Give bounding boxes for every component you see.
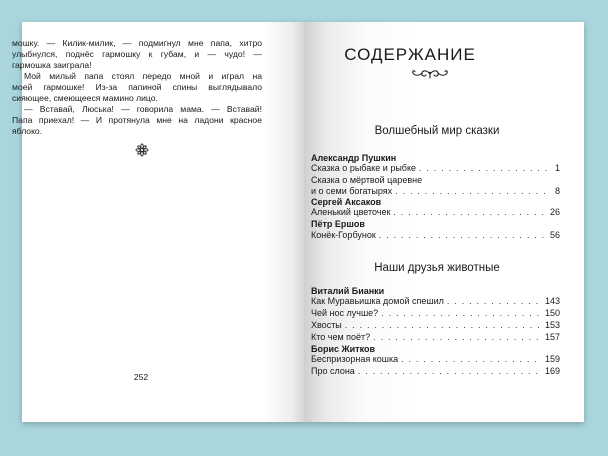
leader-dots (373, 332, 542, 343)
paragraph (12, 104, 262, 137)
star-flower-icon (135, 143, 149, 157)
text-line: Папа приехал! — И протянула мне на ладони красное (12, 115, 262, 125)
toc-entry[interactable] (311, 207, 560, 218)
toc-author: Александр Пушкин (311, 153, 397, 163)
toc-entry-page: 56 (549, 230, 560, 240)
text-line: сияющее, смеющееся мамино лицо. (12, 93, 158, 103)
toc-entry-title: Как Муравьишка домой спешил (311, 296, 444, 306)
toc-entry-page: 153 (544, 320, 560, 330)
toc-section-title: Волшебный мир сказки (374, 125, 500, 137)
toc-entry-title: Конёк-Горбунок (311, 230, 376, 240)
leader-dots (379, 230, 547, 241)
text-line: — Вставай, Люська! — говорила мама. — Вставай! (24, 104, 262, 114)
toc-entry-title: Беспризорная кошка (311, 354, 399, 364)
toc-author: Пётр Ершов (311, 219, 365, 229)
toc-entry-title: Сказка о мёртвой царевне (311, 175, 423, 185)
toc-entry[interactable] (311, 354, 560, 365)
toc-entry[interactable] (311, 332, 560, 343)
toc-entry[interactable] (311, 320, 560, 331)
scroll-ornament-icon (410, 67, 450, 81)
toc-entry-title: Аленький цветочек (311, 207, 391, 217)
toc-author: Виталий Бианки (311, 286, 385, 296)
toc-entry-title-continued: и о семи богатырях (311, 186, 393, 196)
toc-entry-page: 26 (549, 207, 560, 217)
toc-entry-title: Про слона (311, 366, 355, 376)
toc-title: СОДЕРЖАНИЕ (344, 45, 476, 64)
page-number: 252 (133, 372, 149, 382)
toc-author: Сергей Аксаков (311, 197, 382, 207)
leader-dots (381, 308, 542, 319)
paragraph (12, 71, 262, 104)
toc-entry-page: 143 (544, 296, 560, 306)
text-line: Мой милый папа стоял передо мной и играл на (24, 71, 262, 81)
toc-author: Борис Житков (311, 344, 375, 354)
text-line: улыбнулся, поднёс гармошку к губам, и — чудо! — (12, 49, 262, 59)
toc-entry[interactable] (311, 175, 560, 197)
toc-entry[interactable] (311, 163, 560, 174)
toc-entry-title: Сказка о рыбаке и рыбке (311, 163, 416, 173)
toc-entry-page: 157 (544, 332, 560, 342)
toc-entry-page: 159 (544, 354, 560, 364)
leader-dots (358, 366, 542, 377)
story-text (12, 38, 262, 137)
paragraph (12, 38, 262, 71)
leader-dots (345, 320, 542, 331)
toc-entry-page: 150 (544, 308, 560, 318)
toc-entry[interactable] (311, 308, 560, 319)
toc-entry[interactable] (311, 366, 560, 377)
leader-dots (447, 296, 542, 307)
toc-section-title: Наши друзья животные (374, 262, 500, 274)
toc-entry-title: Кто чем поёт? (311, 332, 371, 342)
text-line: моей гармошке! Из-за папиной спины выглядывало (12, 82, 262, 92)
toc-entry[interactable] (311, 296, 560, 307)
toc-entry-page: 1 (554, 163, 560, 173)
toc-entry-title: Чей нос лучше? (311, 308, 379, 318)
text-line: гармошка заиграла! (12, 60, 92, 70)
toc-entry-page: 8 (554, 186, 560, 196)
leader-dots (393, 207, 547, 218)
text-line: мошку. — Килик-милик, — подмигнул мне папа, хитро (12, 38, 262, 48)
toc-entry[interactable] (311, 230, 560, 241)
toc-entry-page: 169 (544, 366, 560, 376)
text-line: яблоко. (12, 126, 43, 136)
leader-dots (395, 186, 547, 197)
leader-dots (419, 163, 547, 174)
toc-entry-title: Хвосты (311, 320, 342, 330)
leader-dots (401, 354, 542, 365)
